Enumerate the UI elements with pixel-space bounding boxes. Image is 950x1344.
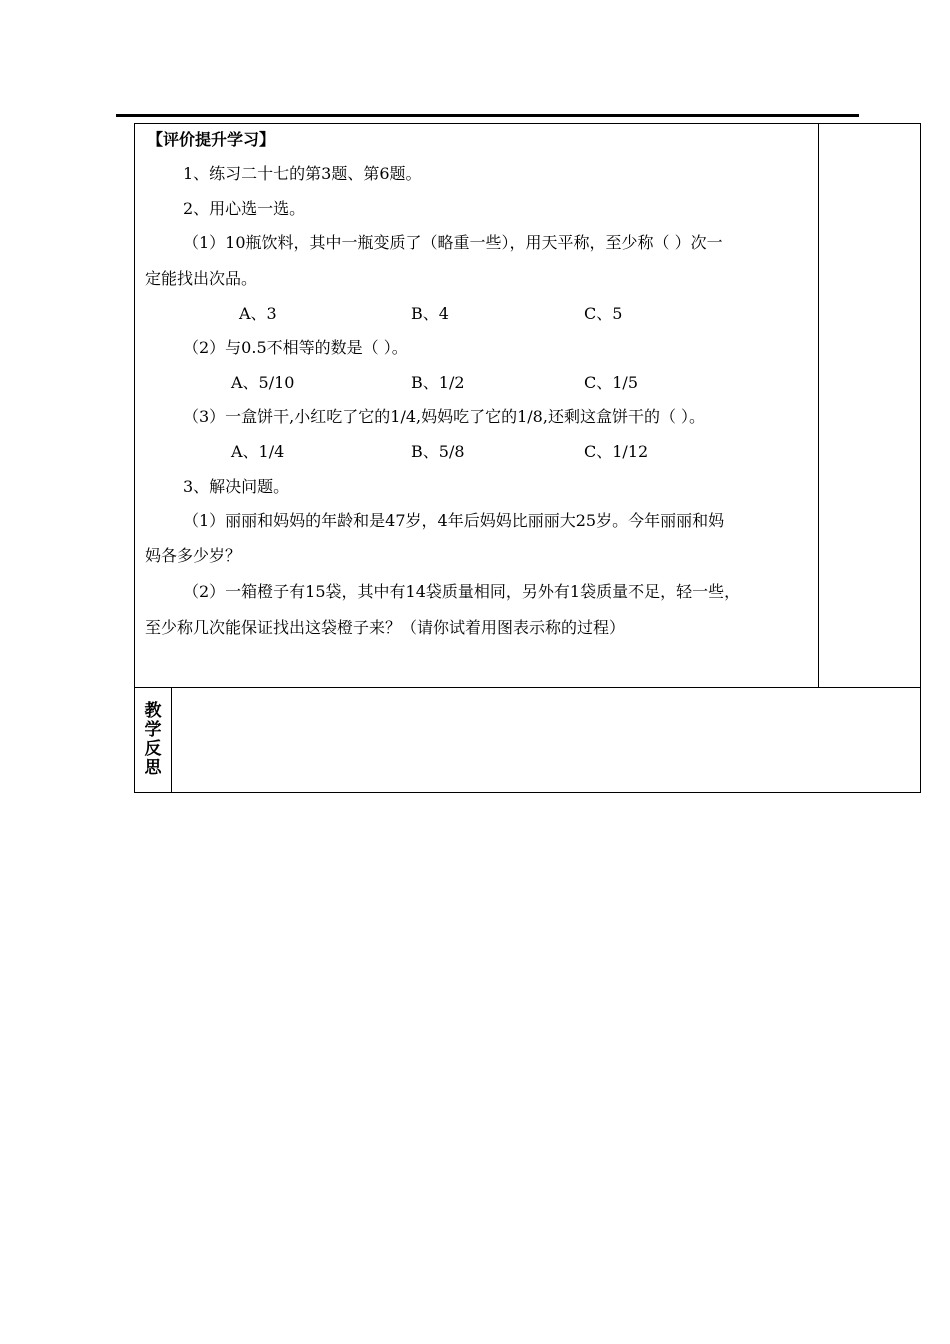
option-a: A、1/4 xyxy=(231,442,285,461)
question-3-1-text: （1）丽丽和妈妈的年龄和是47岁，4年后妈妈比丽丽大25岁。今年丽丽和妈 xyxy=(183,511,725,530)
question-2-1-text-cont: 定能找出次品。 xyxy=(145,269,258,288)
option-b: B、5/8 xyxy=(411,442,465,461)
reflection-label-char: 学 xyxy=(144,720,162,740)
section-title: 【评价提升学习】 xyxy=(147,130,276,149)
question-1: 1、练习二十七的第3题、第6题。 xyxy=(183,164,422,183)
question-2-1-text: （1）10瓶饮料，其中一瓶变质了（略重一些），用天平称，至少称（ ）次一 xyxy=(183,233,723,252)
header-rule xyxy=(116,114,859,117)
reflection-label-char: 反 xyxy=(144,739,162,759)
reflection-label-char: 思 xyxy=(144,758,162,778)
reflection-content-cell[interactable] xyxy=(171,687,921,793)
question-3-heading: 3、解决问题。 xyxy=(183,477,290,496)
question-3-2-text: （2）一箱橙子有15袋，其中有14袋质量相同，另外有1袋质量不足，轻一些， xyxy=(183,582,741,601)
option-a: A、5/10 xyxy=(231,373,295,392)
question-2-2-text: （2）与0.5不相等的数是（ ）。 xyxy=(183,338,408,357)
question-3-1-text-cont: 妈各多少岁？ xyxy=(145,546,242,565)
reflection-label-char: 教 xyxy=(144,701,162,721)
reflection-label-cell xyxy=(134,687,172,793)
option-c: C、1/5 xyxy=(584,373,638,392)
question-2-heading: 2、用心选一选。 xyxy=(183,199,306,218)
option-b: B、4 xyxy=(411,304,449,323)
exercise-cell xyxy=(134,123,819,688)
option-a: A、3 xyxy=(239,304,277,323)
option-c: C、5 xyxy=(584,304,623,323)
reflection-label xyxy=(143,702,163,778)
side-column-cell xyxy=(818,123,921,688)
worksheet-table xyxy=(134,123,921,793)
question-2-3-text: （3）一盒饼干,小红吃了它的1/4,妈妈吃了它的1/8,还剩这盒饼干的（ ）。 xyxy=(183,407,706,426)
option-c: C、1/12 xyxy=(584,442,649,461)
option-b: B、1/2 xyxy=(411,373,465,392)
question-3-2-text-cont: 至少称几次能保证找出这袋橙子来？（请你试着用图表示称的过程） xyxy=(145,618,626,637)
